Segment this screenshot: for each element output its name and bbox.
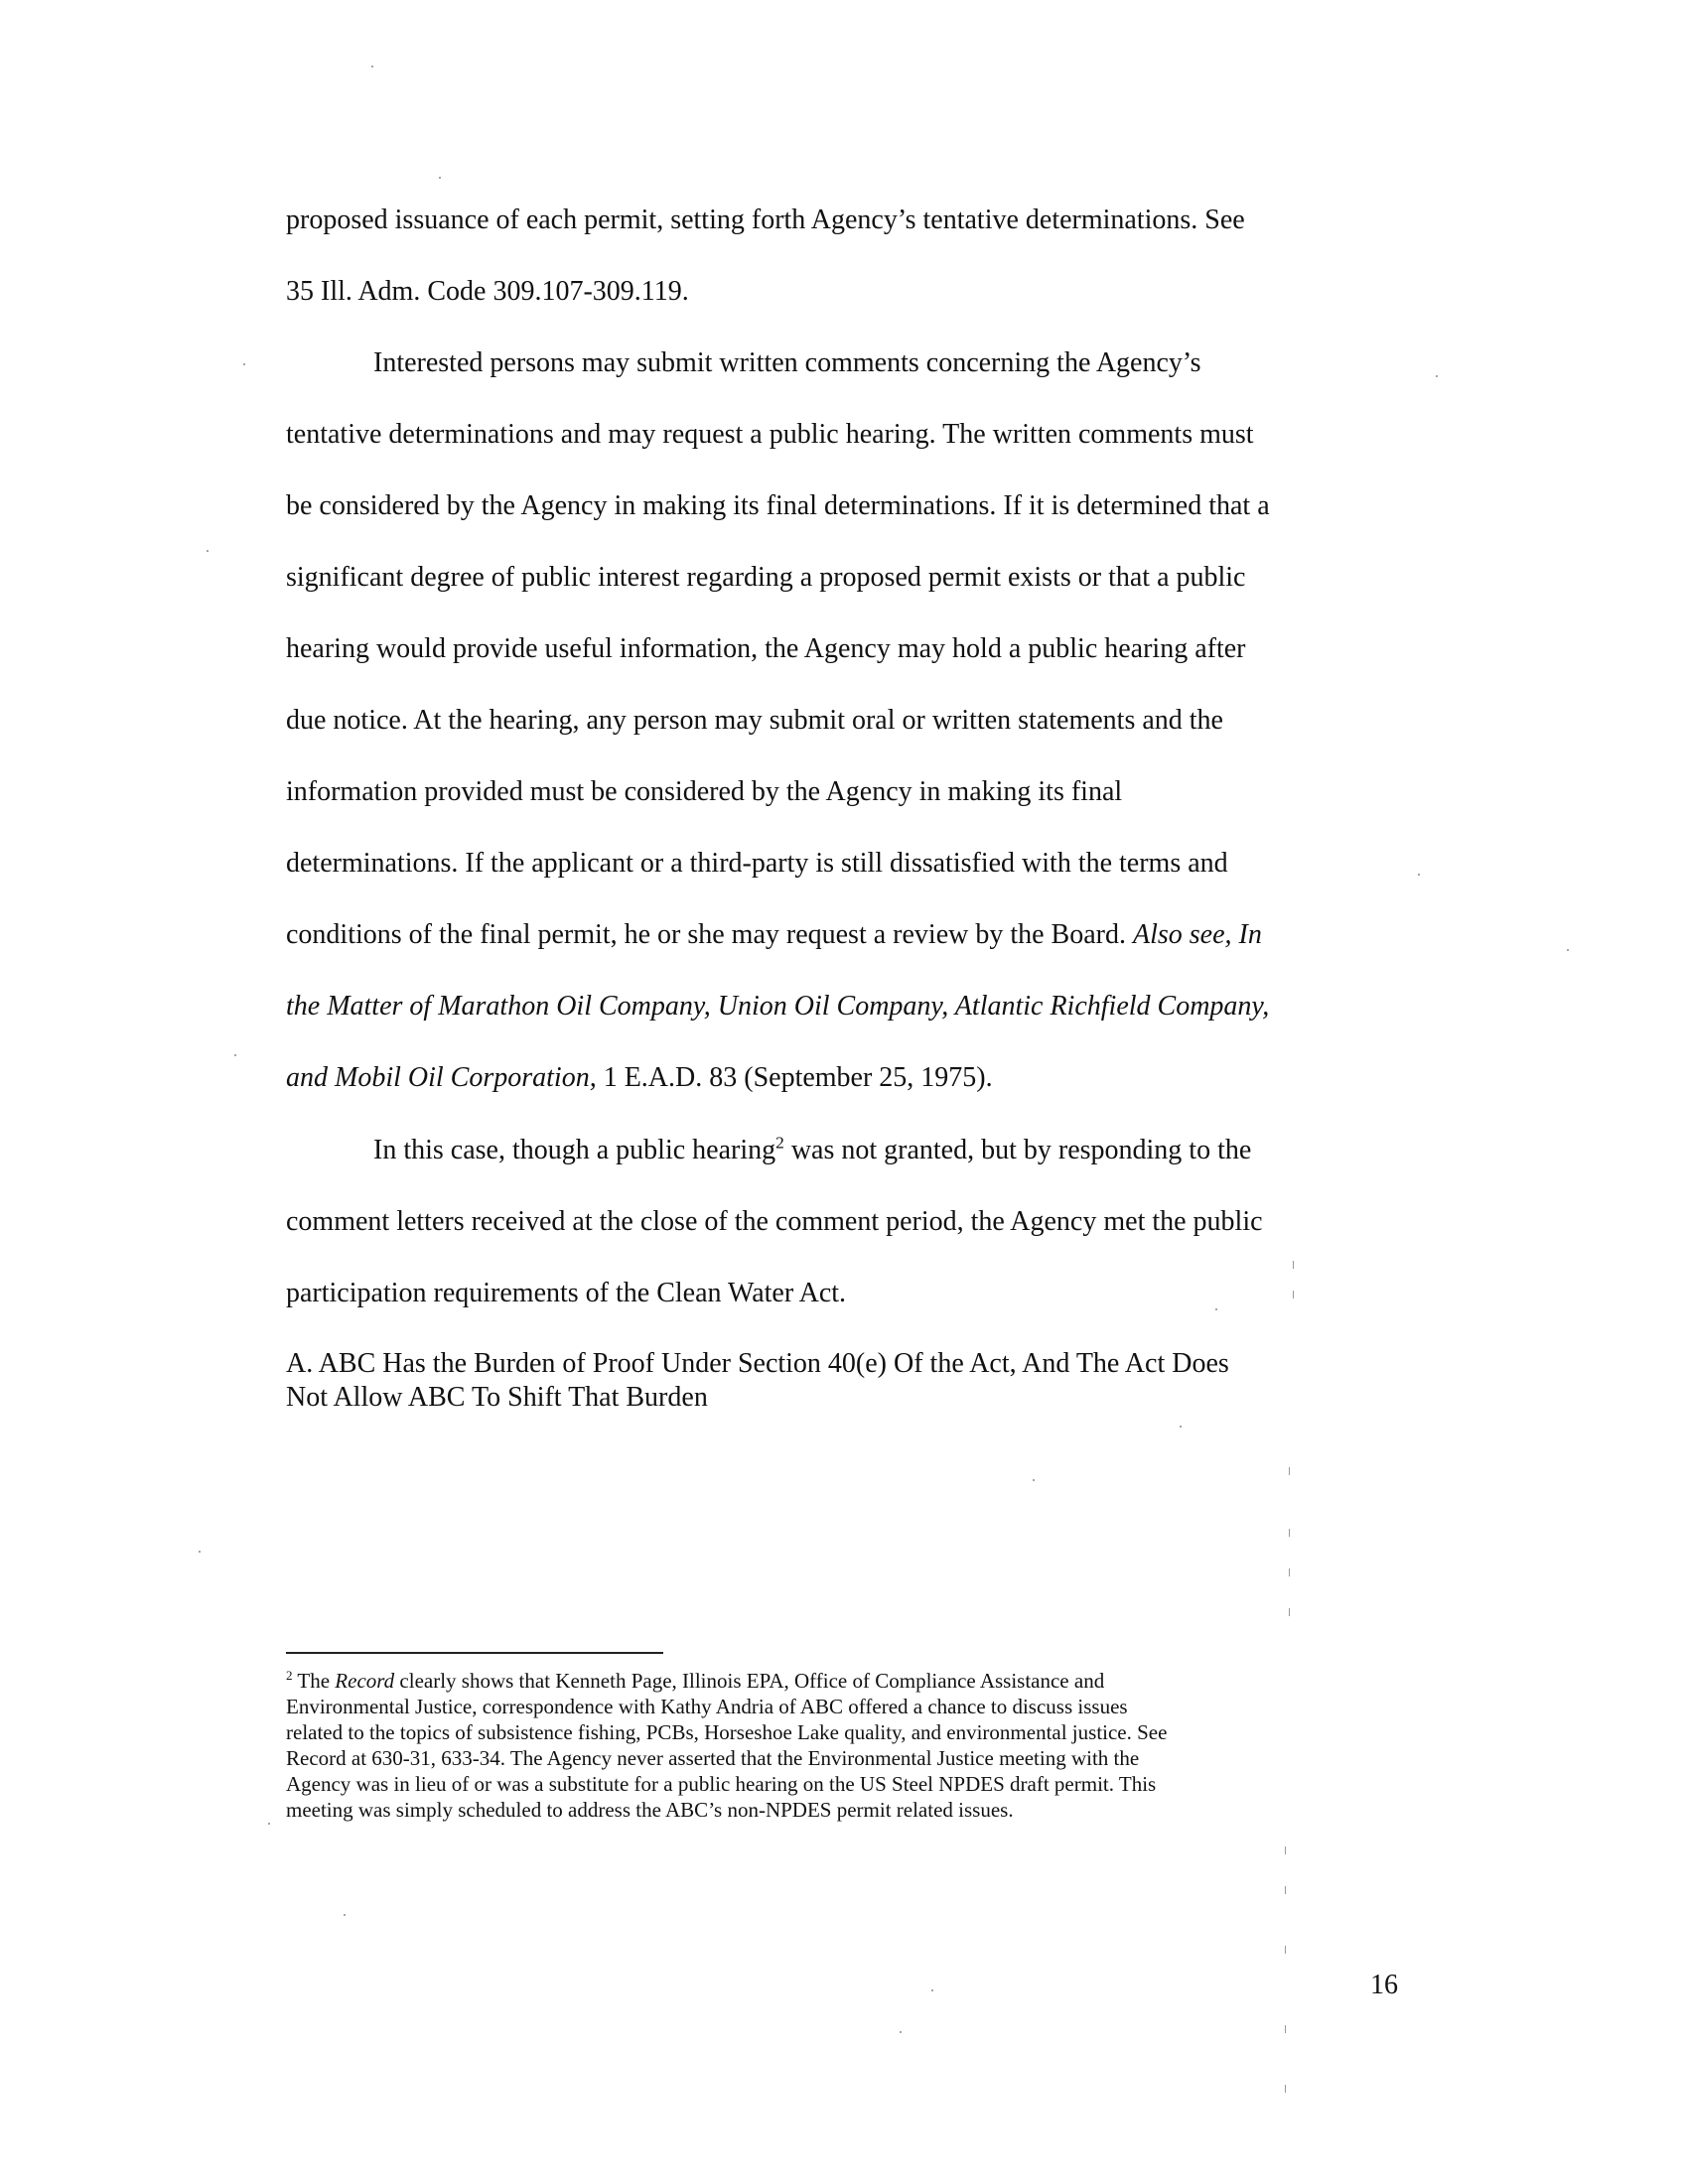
scan-speck [1285,1846,1286,1854]
scan-speck [199,1551,201,1553]
scan-speck [1418,874,1420,876]
page-number: 16 [1370,1970,1398,2000]
scan-speck [1180,1426,1182,1428]
scan-speck [1033,1479,1035,1481]
text-line: hearing would provide useful information, the Agency may hold a public hearing after [286,633,1246,664]
text-span: was not granted, but by responding to the [783,1135,1252,1165]
scan-speck [1285,2025,1286,2033]
text-span: 1 E.A.D. 83 (September 25, 1975). [596,1062,993,1093]
scan-speck [234,1054,236,1056]
heading-line: A. ABC Has the Burden of Proof Under Section 40(e) Of the Act, And The Act Does [286,1348,1229,1379]
scan-speck [1285,2085,1286,2093]
text-line: 35 Ill. Adm. Code 309.107-309.119. [286,276,689,307]
footnote-separator [286,1652,663,1654]
scan-speck [1567,949,1569,951]
case-citation-italic: and Mobil Oil Corporation, [286,1062,597,1093]
case-citation-line [286,990,1269,1024]
footnote-line: Record at 630-31, 633-34. The Agency never asserted that the Environmental Justice meeting with the [286,1746,1140,1770]
footnote-line: Agency was in lieu of or was a substitute for a public hearing on the US Steel NPDES draft permit. This [286,1772,1157,1796]
footnote-line: meeting was simply scheduled to address the ABC’s non-NPDES permit related issues. [286,1798,1014,1822]
scan-speck [439,177,441,179]
heading-line: Not Allow ABC To Shift That Burden [286,1382,708,1413]
scan-speck [1289,1608,1290,1616]
text-span: clearly shows that Kenneth Page, Illinois EPA, Office of Compliance Assistance and [394,1669,1105,1693]
text-line: information provided must be considered by the Agency in making its final [286,776,1123,807]
text-line: significant degree of public interest regarding a proposed permit exists or that a public [286,562,1246,593]
text-span: In this case, though a public hearing [373,1135,776,1165]
scan-speck [1285,1946,1286,1954]
case-citation-italic: the Matter of Marathon Oil Company, Union Oil Company, Atlantic Richfield Company, [286,991,1270,1022]
text-line: due notice. At the hearing, any person may submit oral or written statements and the [286,705,1223,736]
scan-speck [1285,1886,1286,1894]
scan-speck [207,550,209,552]
scan-speck [1293,1261,1294,1269]
text-line: tentative determinations and may request a public hearing. The written comments must [286,419,1254,450]
scan-speck [1289,1569,1290,1576]
scan-speck [268,1823,270,1825]
scan-speck [1436,375,1438,377]
scan-speck [900,2031,902,2033]
scan-speck [1293,1291,1294,1298]
text-line [373,1134,1251,1167]
text-span: The [292,1669,336,1693]
scan-speck [344,1914,346,1916]
record-italic: Record [335,1669,395,1693]
text-line: be considered by the Agency in making its final determinations. If it is determined that a [286,490,1270,521]
text-line: proposed issuance of each permit, setting forth Agency’s tentative determinations. See [286,205,1245,235]
scan-speck [931,1989,933,1991]
footnote-line: Environmental Justice, correspondence with Kathy Andria of ABC offered a chance to discuss issues [286,1695,1128,1718]
scan-speck [1215,1308,1217,1310]
footnote-line: related to the topics of subsistence fishing, PCBs, Horseshoe Lake quality, and environmental justice. See [286,1720,1168,1744]
text-span: conditions of the final permit, he or she may request a review by the Board. [286,919,1133,950]
scan-speck [1289,1529,1290,1537]
text-line: determinations. If the applicant or a third-party is still dissatisfied with the terms and [286,848,1228,879]
scan-speck [243,363,245,365]
text-line [286,1061,993,1095]
text-line: comment letters received at the close of the comment period, the Agency met the public [286,1206,1263,1237]
footnote-reference: 2 [775,1133,784,1153]
text-line [286,918,1262,952]
case-citation-italic: Also see, In [1132,919,1262,950]
scan-speck [371,66,373,68]
text-line: Interested persons may submit written comments concerning the Agency’s [373,347,1201,378]
text-line: participation requirements of the Clean Water Act. [286,1278,847,1308]
scan-speck [1289,1467,1290,1475]
footnote-line [286,1668,1104,1694]
footnote-marker: 2 [286,1668,293,1683]
